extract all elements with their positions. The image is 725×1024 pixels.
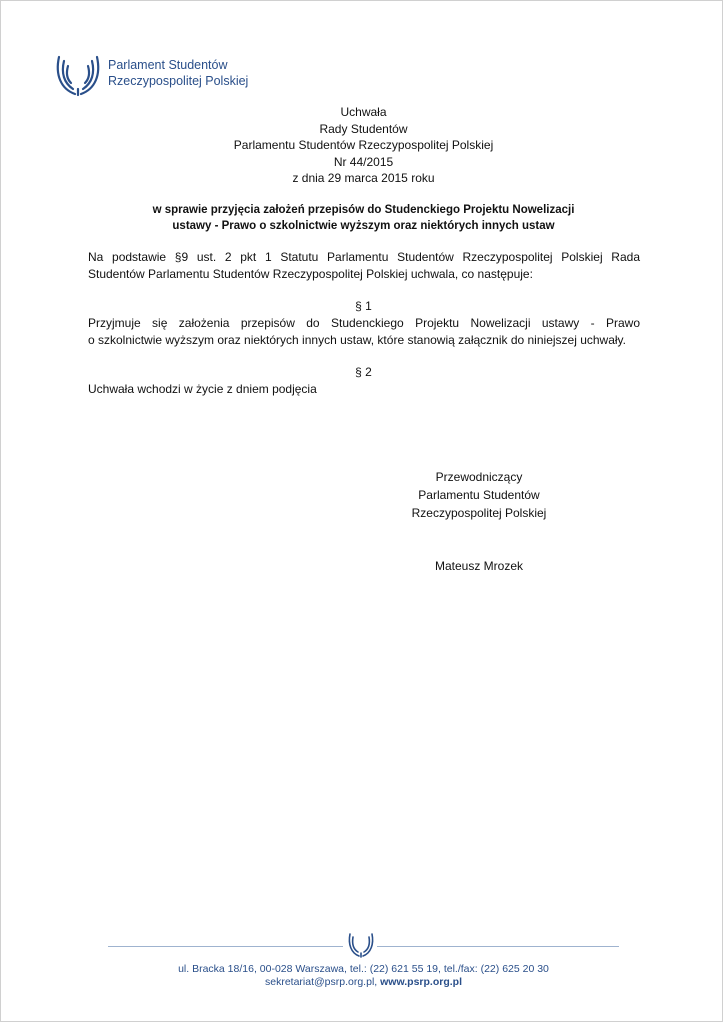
footer-contact [1,963,725,989]
subject-line-2: ustawy - Prawo o szkolnictwie wyższym oraz niektórych innych ustaw [172,220,555,232]
section-1-mark: § 1 [355,299,372,313]
section-2-paragraph [88,381,640,398]
section-1-paragraph [88,315,640,349]
preamble-line-1: Na podstawie §9 ust. 2 pkt 1 Statutu Parlamentu Studentów Rzeczypospolitej Polskiej Rada [88,250,640,264]
issuing-body: Rady Studentów [319,121,408,136]
logo-line-1: Parlament Studentów [108,58,228,72]
resolution-number: Nr 44/2015 [333,154,394,169]
section-1-line-1: Przyjmuje się założenia przepisów do Studenckiego Projektu Nowelizacji ustawy - Prawo [88,316,640,330]
subject-line-1: w sprawie przyjęcia założeń przepisów do Studenckiego Projektu Nowelizacji [152,204,575,216]
signer-name: Mateusz Mrozek [434,559,524,573]
section-1-line-2: o szkolnictwie wyższym oraz niektórych innych ustaw, które stanowią załącznik do niniejszej uchwały. [88,333,627,347]
resolution-date: z dnia 29 marca 2015 roku [292,171,435,185]
footer-website[interactable]: www.psrp.org.pl [380,976,462,988]
organization-name: Parlamentu Studentów Rzeczypospolitej Polskiej [233,138,494,152]
signer-organization-2: Rzeczypospolitej Polskiej [411,506,547,520]
footer-divider-right [377,946,619,947]
laurel-wreath-icon [53,49,103,99]
section-2-mark: § 2 [355,365,372,379]
preamble-line-2: Studentów Parlamentu Studentów Rzeczypospolitej Polskiej uchwala, co następuje: [88,267,533,281]
resolution-header [1,104,725,187]
footer-address: ul. Bracka 18/16, 00-028 Warszawa, tel.: (22) 621 55 19, tel./fax: (22) 625 20 30 [178,963,549,975]
signer-organization: Parlamentu Studentów [418,488,540,502]
header-logo [53,49,253,99]
resolution-title: Uchwała [340,105,387,119]
footer-email[interactable]: sekretariat@psrp.org.pl, [264,976,378,988]
resolution-subject [1,202,725,234]
section-2-line-1: Uchwała wchodzi w życie z dniem podjęcia [88,382,317,396]
laurel-wreath-icon [346,930,376,958]
preamble-paragraph [88,249,640,283]
signature-block [381,468,577,522]
logo-line-2: Rzeczypospolitej Polskiej [108,74,249,88]
signer-title: Przewodniczący [435,470,523,484]
footer-divider-left [108,946,343,947]
